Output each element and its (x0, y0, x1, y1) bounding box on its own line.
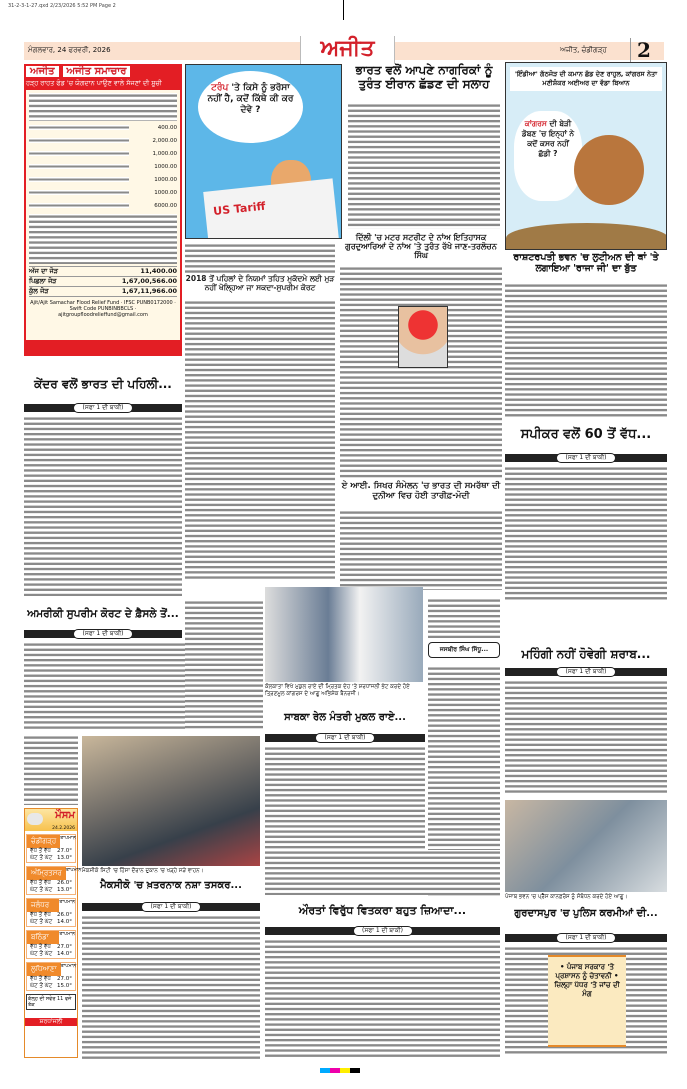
sun-cloud-icon (27, 813, 43, 825)
donation-amount: 1000.00 (154, 163, 177, 170)
bubble-red-text: ਟਰੰਪ (211, 83, 229, 93)
max-temp: 26.0° (57, 880, 72, 886)
continued-bar (265, 734, 425, 742)
article-body-text (185, 300, 335, 580)
min-temp: 13.0° (57, 887, 72, 893)
fund-row (29, 186, 177, 199)
fund-footer: Ajit/Ajit Samachar Flood Relief Fund · IFSC PUNB0172000 · Swift Code PUNBINBBCLS · ajitgroupfloodrelieffund@gmail.com (30, 300, 176, 318)
continued-label: (ਸਫਾ 1 ਦੀ ਬਾਕੀ) (315, 733, 375, 743)
continued-label: (ਸਫਾ 1 ਦੀ ਬਾਕੀ) (353, 926, 413, 936)
fund-total-row (29, 267, 177, 277)
article-body-text (24, 735, 78, 805)
fund-row (29, 160, 177, 173)
city-name: ਲੁਧਿਆਣਾ (27, 963, 61, 976)
article-body-text (265, 939, 500, 1059)
max-temp: 27.0° (57, 976, 72, 982)
continued-bar (265, 927, 500, 935)
continued-label: (ਸਫਾ 1 ਦੀ ਬਾਕੀ) (73, 403, 133, 413)
headline-sc2018: 2018 ਤੋਂ ਪਹਿਲਾਂ ਦੇ ਨਿਯਮਾਂ ਤਹਿਤ ਮੁਕੱਦਮੇ ਲਈ ਮੁੜ ਨਹੀਂ ਖੋਲ੍ਹਿਆ ਜਾ ਸਕਦਾ-ਸੁਪਰੀਮ ਕੋਰਟ (185, 274, 335, 292)
cartoon-congress (505, 62, 667, 250)
tarlochan-singh-photo (398, 306, 448, 368)
donor-name (29, 190, 129, 195)
registration-mark (343, 0, 344, 20)
max-label: ਵੱਧ ਤੋਂ ਵੱਧ (30, 976, 51, 982)
continued-label: (ਸਫਾ 1 ਦੀ ਬਾਕੀ) (556, 667, 616, 677)
min-temp: 15.0° (57, 983, 72, 989)
newspaper-headline: US Tariff (212, 199, 267, 218)
headline-ai-summit: ਏ ਆਈ. ਸਿਖਰ ਸੰਮੇਲਨ 'ਚ ਭਾਰਤ ਦੀ ਸਮਰੱਥਾ ਦੀ ਦੁਨੀਆ ਵਿਚ ਹੋਈ ਤਾਰੀਫ਼-ਮੋਦੀ (341, 481, 501, 501)
article-body-text (505, 283, 667, 418)
max-temp: 27.0° (57, 848, 72, 854)
donation-amount: 2,000.00 (152, 137, 177, 144)
temp-label: ਤਾਪਮਾਨ (60, 835, 76, 841)
total-label: ਪਿਛਲਾ ਜੋੜ (29, 277, 57, 285)
min-temp: 14.0° (57, 919, 72, 925)
continued-bar (505, 668, 667, 676)
weather-box (24, 808, 82, 1058)
cartoon-trump (185, 64, 342, 239)
total-value: 11,400.00 (140, 267, 177, 275)
temp-label: ਤਾਪਮਾਨ (59, 931, 75, 937)
continued-label: (ਸਫਾ 1 ਦੀ ਬਾਕੀ) (73, 629, 133, 639)
article-body-text (265, 850, 500, 895)
donation-amount: 1000.00 (154, 189, 177, 196)
article-body-text (185, 600, 263, 730)
flood-fund-box (24, 64, 182, 356)
donation-amount: 1000.00 (154, 176, 177, 183)
total-label: ਕੁੱਲ ਜੋੜ (29, 287, 49, 295)
fund-title-samachar: ਅਜੀਤ ਸਮਾਚਾਰ (63, 66, 131, 77)
fund-row (29, 199, 177, 212)
print-slug: 31-2-3-1-27.qxd 2/23/2026 5:52 PM Page 2 (8, 3, 116, 9)
fund-subtitle: ਹੜ੍ਹ ਰਾਹਤ ਫੰਡ 'ਚ ਯੋਗਦਾਨ ਪਾਉਣ ਵਾਲੇ ਸੱਜਣਾਂ ਦੀ ਸੂਚੀ (26, 79, 162, 87)
speech-bubble (514, 111, 582, 201)
headline-sharab: ਮਹਿੰਗੀ ਨਹੀਂ ਹੋਵੇਗੀ ਸ਼ਰਾਬ... (521, 647, 651, 661)
weather-city (26, 962, 76, 991)
max-label: ਵੱਧ ਤੋਂ ਵੱਧ (30, 848, 51, 854)
header-date: ਮੰਗਲਵਾਰ, 24 ਫਰਵਰੀ, 2026 (28, 46, 111, 54)
max-temp: 27.0° (57, 944, 72, 950)
city-name: ਬਠਿੰਡਾ (27, 931, 59, 944)
photo-caption: ਮੈਕਸੀਕੋ ਸਿਟੀ 'ਚ ਹਿੰਸਾ ਦੌਰਾਨ ਦੁਕਾਨ 'ਚ ਖੜ੍ਹੇ ਸੜੇ ਵਾਹਨ। (82, 868, 204, 874)
mukul-roy-tribute-photo (265, 587, 423, 682)
fund-total-row (29, 277, 177, 287)
page-number: 2 (630, 38, 651, 62)
min-label: ਘੱਟ ਤੋਂ ਘੱਟ (30, 855, 53, 861)
city-name: ਜਲੰਧਰ (27, 899, 59, 912)
masthead-logo: ਅਜੀਤ (300, 36, 395, 64)
bubble-text: ਦੀ ਬੇੜੀ ਡੋਬਣ 'ਚ ਇਨ੍ਹਾਂ ਨੇ ਕਦੋਂ ਕਸਰ ਨਹੀਂ ਛੱਡੀ ? (521, 119, 575, 158)
article-body-text (348, 103, 500, 229)
min-label: ਘੱਟ ਤੋਂ ਘੱਟ (30, 951, 53, 957)
donor-name (29, 164, 129, 169)
newspaper (203, 178, 339, 239)
total-value: 1,67,11,966.00 (121, 287, 177, 295)
max-temp: 26.0° (57, 912, 72, 918)
donation-amount: 400.00 (157, 124, 177, 131)
fund-title-ajit: ਅਜੀਤ (26, 66, 59, 77)
continued-bar (24, 404, 182, 412)
min-temp: 13.0° (57, 855, 72, 861)
continued-label: (ਸਫਾ 1 ਦੀ ਬਾਕੀ) (141, 902, 201, 912)
headline-speaker: ਸਪੀਕਰ ਵਲੋਂ 60 ਤੋਂ ਵੱਧ... (520, 427, 652, 442)
weather-city (26, 930, 76, 959)
headline-mexico: ਮੈਕਸੀਕੋ 'ਚ ਖ਼ਤਰਨਾਕ ਨਸ਼ਾ ਤਸਕਰ... (100, 880, 242, 891)
photo-caption: ਪੰਜਾਬ ਭਵਨ 'ਚ ਪ੍ਰੈੱਸ ਕਾਨਫ਼ਰੰਸ ਨੂੰ ਸੰਬੋਧਨ ਕਰਦੇ ਹੋਏ ਆਗੂ। (505, 894, 628, 900)
total-value: 1,67,00,566.00 (121, 277, 177, 285)
donation-amount: 6000.00 (154, 202, 177, 209)
bubble-red-text: ਕਾਂਗਰਸ (524, 119, 547, 128)
article-body-text (505, 466, 667, 601)
city-name: ਅੰਮ੍ਰਿਤਸਰ (27, 867, 66, 880)
weather-date: 24.2.2026 (52, 826, 75, 831)
temp-label: ਤਾਪਮਾਨ (65, 867, 82, 873)
speech-bubble (198, 71, 303, 143)
headline-delhi: ਦਿੱਲੀ 'ਚ ਮਟਰ ਸਟਰੀਟ ਦੇ ਨਾਂਅ ਇਤਿਹਾਸਕ ਗੁਰਦੁਆਰਿਆਂ ਦੇ ਨਾਂਅ 'ਤੇ ਤੁਰੰਤ ਰੱਖੇ ਜਾਣ-ਤਰਲੋਚਨ ਸਿੰਘ (345, 233, 497, 261)
max-label: ਵੱਧ ਤੋਂ ਵੱਧ (30, 880, 51, 886)
photo-caption: ਕੋਲਕਾਤਾ ਵਿਖੇ ਮੁਕੁਲ ਰਾਏ ਦੀ ਮ੍ਰਿਤਕ ਦੇਹ 'ਤੇ ਸ਼ਰਧਾਂਜਲੀ ਭੇਟ ਕਰਦੇ ਹੋਏ ਤ੍ਰਿਣਮੂਲ ਕਾਂਗਰਸ ਦੇ ਆਗੂ ਅਭਿਸ਼ੇਕ ਬੈਨਰਜੀ। (265, 684, 410, 697)
continued-bar (505, 454, 667, 462)
donation-amount: 1,000.00 (152, 150, 177, 157)
article-body-text (340, 510, 502, 590)
fund-row (29, 173, 177, 186)
continued-label: (ਸਫਾ 1 ਦੀ ਬਾਕੀ) (556, 453, 616, 463)
cartoon-caption: 'ਇੰਡੀਆ' ਗੱਠਜੋੜ ਦੀ ਕਮਾਨ ਛੱਡ ਦੇਣ ਰਾਹੁਲ, ਕਾਂਗਰਸ ਨੇਤਾ ਮਣੀਸ਼ੰਕਰ ਅਈਅਰ ਦਾ ਵੱਡਾ ਬਿਆਨ (510, 67, 662, 91)
max-label: ਵੱਧ ਤੋਂ ਵੱਧ (30, 944, 51, 950)
cartoon-ground (506, 223, 667, 250)
min-label: ਘੱਟ ਤੋਂ ਘੱਟ (30, 983, 53, 989)
headline-aurtan: ਔਰਤਾਂ ਵਿਰੁੱਧ ਵਿਤਕਰਾ ਬਹੁਤ ਜ਼ਿਆਦਾ... (298, 904, 467, 917)
fund-total-row (29, 287, 177, 297)
fund-row (29, 121, 177, 134)
continued-bar (505, 934, 667, 942)
notice-banner: ਸ਼ਰਧਾਂਜਲੀ (25, 1018, 77, 1026)
article-body-text (505, 680, 667, 795)
headline-mukul: ਸਾਬਕਾ ਰੇਲ ਮੰਤਰੀ ਮੁਕਲ ਰਾਏ... (284, 712, 406, 723)
fund-row (29, 147, 177, 160)
header-edition: ਅਜੀਤ, ਚੰਡੀਗੜ੍ਹ (560, 46, 607, 54)
weather-city (26, 866, 82, 895)
press-conference-photo (505, 800, 667, 892)
headline-iran: ਭਾਰਤ ਵਲੋਂ ਆਪਣੇ ਨਾਗਰਿਕਾਂ ਨੂੰ ਤੁਰੰਤ ਈਰਾਨ ਛੱਡਣ ਦੀ ਸਲਾਹ (355, 63, 493, 91)
donor-name (29, 138, 129, 143)
headline-us-court: ਅਮਰੀਕੀ ਸੁਪਰੀਮ ਕੋਰਟ ਦੇ ਫ਼ੈਸਲੇ ਤੋਂ... (27, 608, 179, 620)
article-body-text (24, 416, 182, 596)
donor-name (29, 177, 129, 182)
temp-label: ਤਾਪਮਾਨ (60, 963, 77, 969)
color-registration-bar (320, 1068, 360, 1073)
donor-name (29, 151, 129, 156)
kicker-box: ਜਸਬੀਰ ਸਿੰਘ ਸਿੱਧੂ... (428, 642, 500, 658)
article-intro-text (185, 243, 335, 273)
total-label: ਅੱਜ ਦਾ ਜੋੜ (29, 267, 59, 275)
weather-city (26, 898, 76, 927)
headline-rajaji: ਰਾਸ਼ਟਰਪਤੀ ਭਵਨ 'ਚ ਲੁਟੀਅਨ ਦੀ ਥਾਂ 'ਤੇ ਲਗਾਇਆ 'ਰਾਜਾ ਜੀ' ਦਾ ਬੁੱਤ (513, 252, 659, 274)
fund-row (29, 134, 177, 147)
headline-gurdaspur: ਗੁਰਦਾਸਪੁਰ 'ਚ ਪੁਲਿਸ ਕਰਮੀਆਂ ਦੀ... (514, 908, 658, 919)
mexico-fire-photo (82, 736, 260, 866)
city-name: ਚੰਡੀਗੜ੍ਹ (27, 835, 60, 848)
bubble-text: 'ਤੇ ਕਿਸੇ ਨੂੰ ਭਰੋਸਾ ਨਹੀਂ ਹੈ, ਕਦੋਂ ਕਿੱਥੇ ਕੀ ਕਰ ਦੇਵੇ ? (207, 83, 294, 115)
continued-bar (82, 903, 260, 911)
article-body-text (428, 598, 500, 638)
min-label: ਘੱਟ ਤੋਂ ਘੱਟ (30, 887, 53, 893)
min-temp: 14.0° (57, 951, 72, 957)
max-label: ਵੱਧ ਤੋਂ ਵੱਧ (30, 912, 51, 918)
highlight-box: • ਪੰਜਾਬ ਸਰਕਾਰ 'ਤੇ ਪ੍ਰਸ਼ਾਸਨ ਨੂੰ ਚੇਤਾਵਨੀ • ਜ਼ਿਲ੍ਹਾ ਪੱਧਰ 'ਤੇ ਜਾਂਚ ਦੀ ਮੰਗ (548, 955, 626, 1047)
donor-name (29, 203, 129, 208)
cartoon-face (574, 135, 644, 205)
article-body-text (340, 266, 502, 478)
donor-name (29, 125, 129, 130)
min-label: ਘੱਟ ਤੋਂ ਘੱਟ (30, 919, 53, 925)
weather-note: ਕੱਲ੍ਹ ਦੀ ਸਵੇਰ 11 ਵਜੇ ਤੱਕ (26, 994, 76, 1010)
temp-label: ਤਾਪਮਾਨ (59, 899, 75, 905)
weather-title: ਮੌਸਮ (55, 810, 75, 821)
article-body-text (82, 915, 260, 1060)
headline-kendar: ਕੇਂਦਰ ਵਲੋਂ ਭਾਰਤ ਦੀ ਪਹਿਲੀ... (34, 377, 172, 391)
weather-city (26, 834, 76, 863)
continued-label: (ਸਫਾ 1 ਦੀ ਬਾਕੀ) (556, 933, 616, 943)
continued-bar (24, 630, 182, 638)
